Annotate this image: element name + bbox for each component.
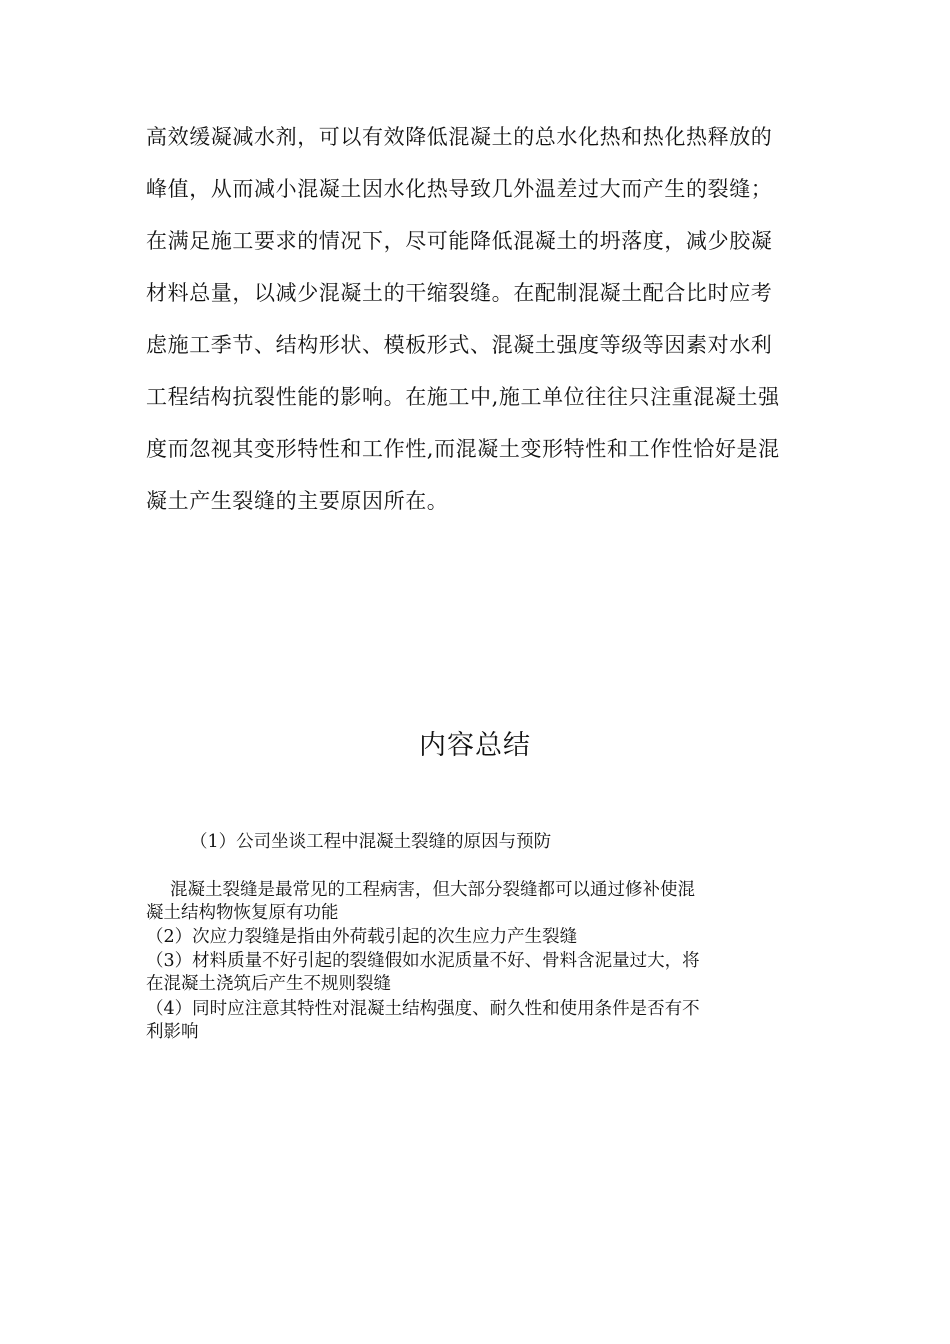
paragraph-line: 材料总量，以减少混凝土的干缩裂缝。在配制混凝土配合比时应考 <box>146 281 773 305</box>
summary-item: （2）次应力裂缝是指由外荷载引起的次生应力产生裂缝 <box>146 927 578 947</box>
paragraph-line: 峰值，从而减小混凝土因水化热导致几外温差过大而产生的裂缝； <box>146 177 773 201</box>
paragraph-line: 在满足施工要求的情况下，尽可能降低混凝土的坍落度，减少胶凝 <box>146 229 773 253</box>
summary-item: （3）材料质量不好引起的裂缝假如水泥质量不好、骨料含泥量过大，将 <box>146 951 700 971</box>
paragraph-line: 度而忽视其变形特性和工作性,而混凝土变形特性和工作性恰好是混 <box>146 437 780 461</box>
paragraph-line: 高效缓凝减水剂，可以有效降低混凝土的总水化热和热化热释放的 <box>146 125 773 149</box>
paragraph-line: 虑施工季节、结构形状、模板形式、混凝土强度等级等因素对水利 <box>146 333 773 357</box>
summary-item: 利影响 <box>146 1022 199 1042</box>
summary-item: 凝土结构物恢复原有功能 <box>146 903 339 923</box>
summary-title: 内容总结 <box>419 730 531 761</box>
paragraph-line: 工程结构抗裂性能的影响。在施工中,施工单位往往只注重混凝土强 <box>146 385 780 409</box>
summary-item: 混凝土裂缝是最常见的工程病害，但大部分裂缝都可以通过修补使混 <box>170 880 695 900</box>
summary-item: （1）公司坐谈工程中混凝土裂缝的原因与预防 <box>190 832 552 852</box>
paragraph-line: 凝土产生裂缝的主要原因所在。 <box>146 489 449 513</box>
summary-item: （4）同时应注意其特性对混凝土结构强度、耐久性和使用条件是否有不 <box>146 999 700 1019</box>
summary-item: 在混凝土浇筑后产生不规则裂缝 <box>146 974 391 994</box>
